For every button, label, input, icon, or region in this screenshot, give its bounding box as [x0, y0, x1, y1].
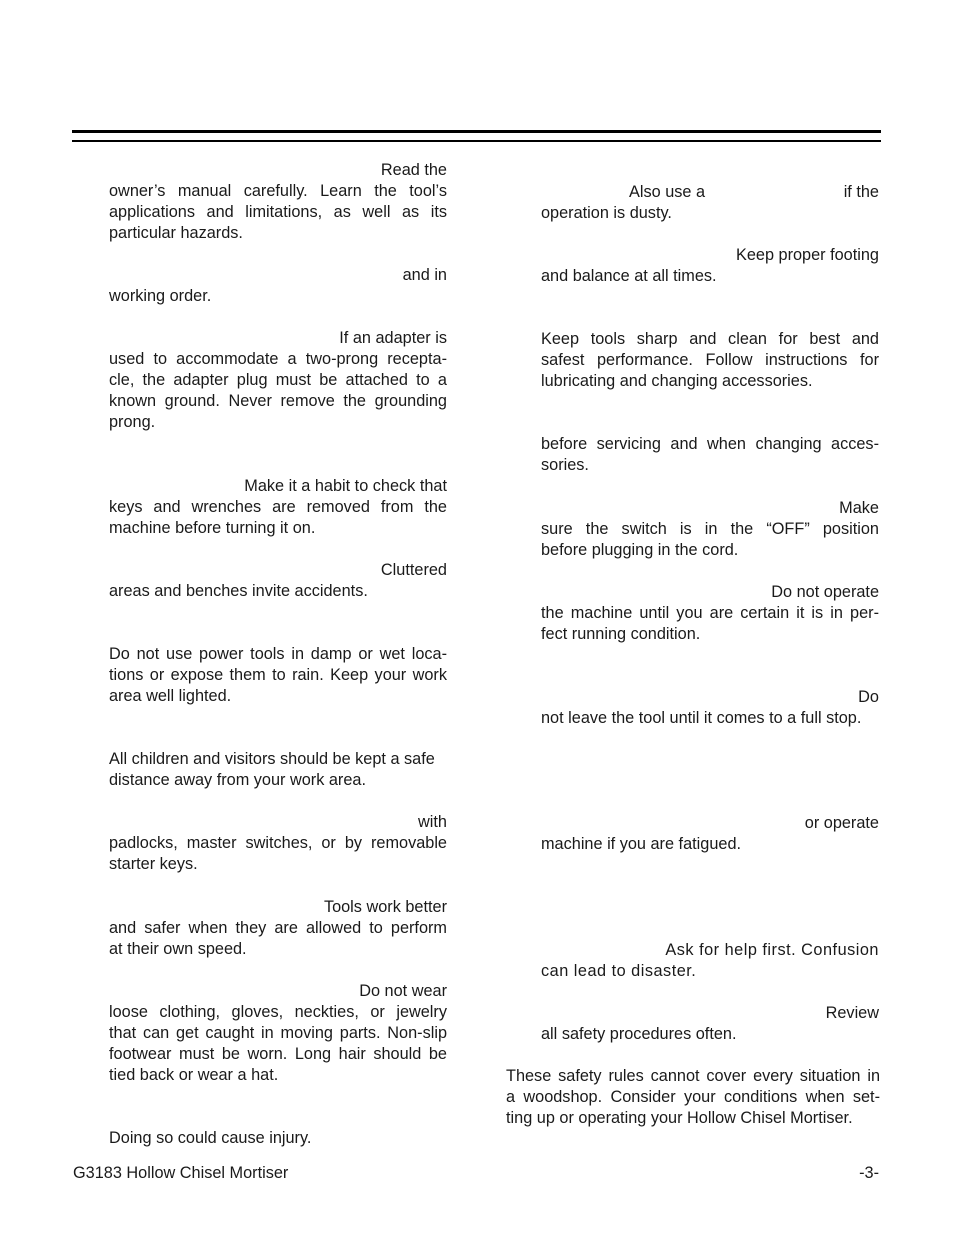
- closing-paragraph: These safety rules cannot cover every situation in a woodshop. Consider your conditions when set- ting up or operating your Hollow Chisel Mortiser.: [506, 1067, 880, 1127]
- rule-read-manual: Read the owner’s manual carefully. Learn the tool’s applications and limitations, as well as its particular hazards.: [109, 161, 447, 242]
- rule-review: Review all safety procedures often.: [541, 1004, 879, 1043]
- header-rule-thick: [72, 130, 881, 133]
- footer-page-number: -3-: [859, 1164, 879, 1182]
- header-rule-thin: [72, 140, 881, 142]
- rule-injury: Doing so could cause injury.: [109, 1129, 312, 1147]
- rule-remove-keys: Make it a habit to check that keys and wrenches are removed from the machine before turning it on.: [109, 477, 447, 537]
- rule-dont-force: Tools work better and safer when they are allowed to perform at their own speed.: [109, 898, 447, 958]
- rule-check-parts: Do not operate the machine until you are certain it is in per- fect running condition.: [541, 583, 879, 643]
- rule-ask-help: Ask for help first. Confusion can lead to disaster.: [541, 941, 879, 980]
- rule-childproof: with padlocks, master switches, or by removable starter keys.: [109, 813, 447, 873]
- rule-dust-mask: Also use a if the operation is dusty.: [541, 183, 879, 222]
- rule-working-order: and in working order.: [109, 266, 447, 305]
- rule-apparel: Do not wear loose clothing, gloves, neckties, or jewelry that can get caught in moving parts. Non-slip footwear must be worn. Long hair should be tied back or wear a hat.: [109, 982, 447, 1084]
- rule-disconnect: before servicing and when changing acces- sories.: [541, 435, 879, 474]
- rule-footing: Keep proper footing and balance at all times.: [541, 246, 879, 285]
- rule-children-visitors: All children and visitors should be kept a safe distance away from your work area.: [109, 750, 435, 789]
- rule-switch-off: Make sure the switch is in the “OFF” position before plugging in the cord.: [541, 499, 879, 559]
- footer-model-title: G3183 Hollow Chisel Mortiser: [73, 1164, 289, 1182]
- rule-full-stop: Do not leave the tool until it comes to a full stop.: [541, 688, 879, 727]
- rule-maintain-tools: Keep tools sharp and clean for best and safest performance. Follow instructions for lubricating and changing accessories.: [541, 330, 879, 390]
- rule-environment: Do not use power tools in damp or wet loca- tions or expose them to rain. Keep your work area well lighted.: [109, 645, 447, 705]
- rule-grounding: If an adapter is used to accommodate a two-prong recepta- cle, the adapter plug must be attached to a known ground. Never remove the grounding prong.: [109, 329, 447, 431]
- rule-clean-area: Cluttered areas and benches invite accidents.: [109, 561, 447, 600]
- rule-fatigue: or operate machine if you are fatigued.: [541, 814, 879, 853]
